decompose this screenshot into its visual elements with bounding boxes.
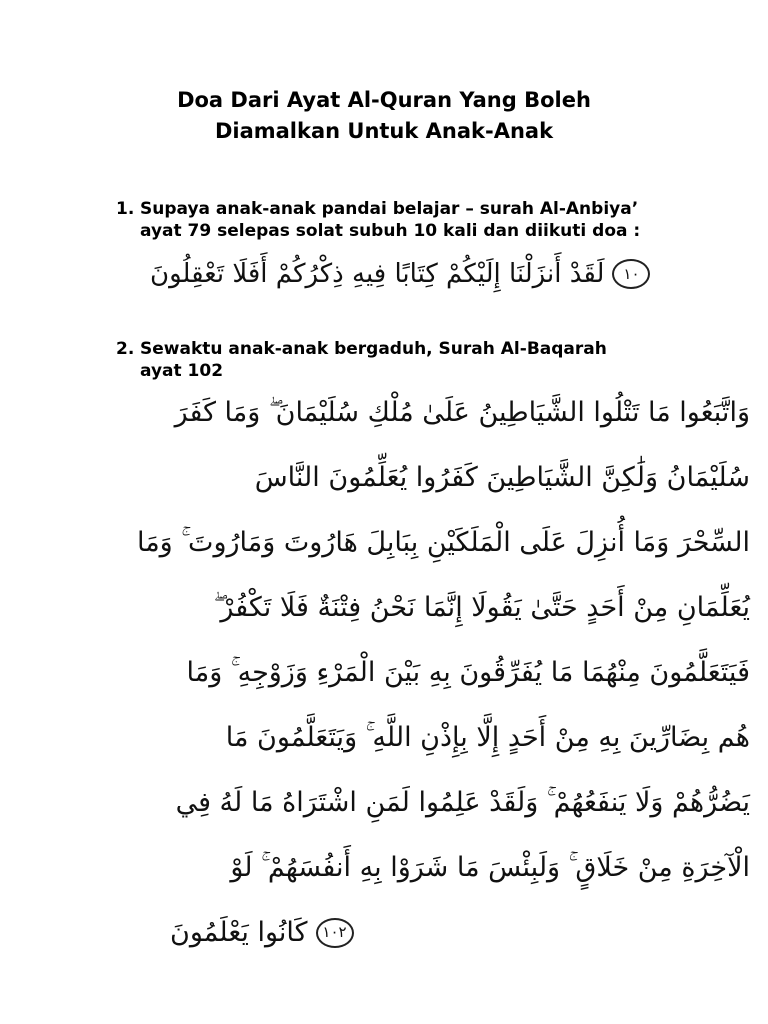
list-item-text <box>140 198 696 242</box>
list-item-text-line-2: ayat 79 selepas solat subuh 10 kali dan diikuti doa : <box>140 221 641 241</box>
arabic-verse-line: يَضُرُّهُمْ وَلَا يَنفَعُهُمْ ۚ وَلَقَدْ عَلِمُوا لَمَنِ اشْتَرَاهُ مَا لَهُ فِي <box>175 787 750 818</box>
ayah-number-marker: ١٠ <box>612 259 650 289</box>
page-title-line-1: Doa Dari Ayat Al-Quran Yang Boleh <box>177 88 591 112</box>
arabic-verse-line: الْآخِرَةِ مِنْ خَلَاقٍ ۚ وَلَبِئْسَ مَا شَرَوْا بِهِ أَنفُسَهُمْ ۚ لَوْ <box>230 852 750 883</box>
ayah-number-marker: ١٠٢ <box>316 918 354 948</box>
arabic-verse-line: كَانُوا يَعْلَمُونَ <box>170 917 308 948</box>
arabic-verse-text: لَقَدْ أَنزَلْنَا إِلَيْكُمْ كِتَابًا فِيهِ ذِكْرُكُمْ أَفَلَا تَعْقِلُونَ <box>150 259 605 289</box>
arabic-verse-last-line <box>170 900 750 965</box>
list-item-number: 2. <box>116 339 135 359</box>
list-item-number: 1. <box>116 199 135 219</box>
arabic-verse-line: فَيَتَعَلَّمُونَ مِنْهُمَا مَا يُفَرِّقُونَ بِهِ بَيْنَ الْمَرْءِ وَزَوْجِهِ ۚ وَمَا <box>186 657 750 688</box>
list-item-text-line-1: Supaya anak-anak pandai belajar – surah Al-Anbiya’ <box>140 199 639 219</box>
list-item-text-line-1: Sewaktu anak-anak bergaduh, Surah Al-Baqarah <box>140 339 607 359</box>
arabic-verse-line: وَاتَّبَعُوا مَا تَتْلُوا الشَّيَاطِينُ عَلَىٰ مُلْكِ سُلَيْمَانَ ۖ وَمَا كَفَرَ <box>174 397 750 428</box>
list-item-text-line-2: ayat 102 <box>140 361 224 381</box>
list-item-text <box>140 338 696 382</box>
page-title <box>0 85 768 147</box>
page-title-line-2: Diamalkan Untuk Anak-Anak <box>214 119 554 143</box>
arabic-verse-anbiya <box>150 248 710 300</box>
arabic-verse-line: هُم بِضَارِّينَ بِهِ مِنْ أَحَدٍ إِلَّا بِإِذْنِ اللَّهِ ۚ وَيَتَعَلَّمُونَ مَا <box>225 722 750 753</box>
arabic-verse-line: السِّحْرَ وَمَا أُنزِلَ عَلَى الْمَلَكَيْنِ بِبَابِلَ هَارُوتَ وَمَارُوتَ ۚ وَمَا <box>136 527 750 558</box>
arabic-verse-baqarah <box>136 380 750 965</box>
arabic-verse-line: سُلَيْمَانُ وَلَٰكِنَّ الشَّيَاطِينَ كَفَرُوا يُعَلِّمُونَ النَّاسَ <box>254 462 750 493</box>
arabic-verse-line: يُعَلِّمَانِ مِنْ أَحَدٍ حَتَّىٰ يَقُولَا إِنَّمَا نَحْنُ فِتْنَةٌ فَلَا تَكْفُرْ ۖ <box>213 592 750 623</box>
